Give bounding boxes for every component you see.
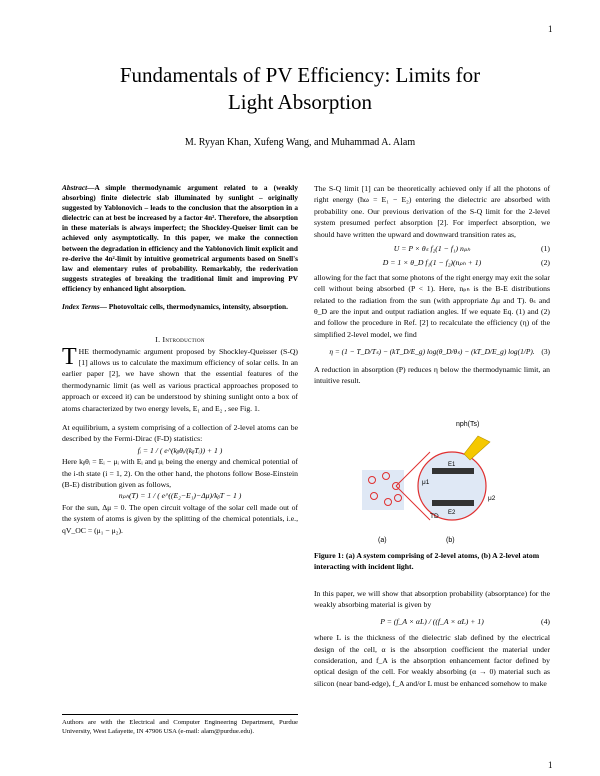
label-mu1: μ1 (422, 479, 430, 486)
index-terms-label: Index Terms (62, 302, 100, 312)
footnote: Authors are with the Electrical and Computer Engineering Department, Purdue University, West Lafayette, IN 47906 USA (e-mail: alam@purdue.edu). (62, 714, 298, 736)
equation-3-body: η = (1 − T_D/Tₛ) − (kT_D/E_g) log(θ_D/θₛ) − (kT_D/E_g) log(1/P). (329, 347, 535, 357)
drop-cap: T (62, 343, 77, 370)
equation-3 (314, 346, 550, 357)
intro-paragraph-1-text: HE thermodynamic argument proposed by Shockley-Queisser (S-Q) [1] allows us to calculate the maximum efficiency of solar cells. In an earlier paper [2], we have shown that the essential features of the thermodynamic limit (as well as various practical approaches proposed to approach or exceed it) can be understood by shining sunlight onto a box of atoms characterized by two energy levels, E₁ and E₂ , see Fig. 1. (62, 346, 298, 413)
equation-4 (314, 616, 550, 627)
equation-4-number: (4) (541, 616, 550, 626)
intro-paragraph-3: Here kᵦθᵢ = Eᵢ − μᵢ with Eᵢ and μᵢ being the energy and chemical potential of the i-th state (i = 1, 2). On the other hand, the photons follow Bose-Einstein (B-E) distribution given as follows, (62, 457, 298, 489)
section-heading: I. Introduction (155, 335, 205, 345)
right-paragraph-4: In this paper, we will show that absorption probability (absorptance) for the weakly absorbing material is given by (314, 589, 550, 610)
intro-paragraph-4: For the sun, Δμ = 0. The open circuit voltage of the solar cell made out of the system of atoms is given by the splitting of the chemical potentials, i.e., qV_OC = (μ₁ − μ₂). (62, 502, 298, 535)
title-line-1: Fundamentals of PV Efficiency: Limits for (119, 63, 481, 87)
label-nph: nph(Ts) (456, 421, 480, 428)
figure-1-caption: Figure 1: (a) A system comprising of 2-level atoms, (b) A 2-level atom interacting with incident light. (314, 551, 540, 571)
photon-arrow (464, 436, 490, 460)
abstract-label: Abstract (62, 183, 88, 192)
right-paragraph-2: allowing for the fact that some photons of the right energy may exit the solar cell without being absorbed (P < 1). Here, nₚₕ is the B-E distributions related to the radiation from the sun (with appropriate Δμ and T). θₛ and θ_D are the input and output radiation angles. If we equate Eq. (1) and (2) and follow the procedure in Ref. [2] to recalculate the efficiency (η) of the simplified 2-level model, we find (314, 272, 550, 339)
equation-bose-einstein: nₚₕ(T) = 1 / ( e^((E₂−E₁)−Δμ)/kᵦT − 1 ) (118, 491, 242, 501)
author-list: M. Ryyan Khan, Xufeng Wang, and Muhammad A. Alam (184, 137, 416, 148)
equation-2 (314, 257, 550, 268)
abstract (62, 183, 298, 294)
paper-title (60, 62, 540, 116)
label-sub-b: (b) (446, 537, 455, 544)
equation-2-body: D = 1 × θ_D f₁(1 − f₂)(nₚₕ + 1) (382, 258, 482, 268)
left-column (62, 183, 298, 536)
equation-4-body: P = (f_A × αL) / ((f_A × αL) + 1) (380, 616, 484, 626)
right-paragraph-5: where L is the thickness of the dielectric slab defined by the electrical design of the cell, α is the absorption coefficient the material under consideration, and f_A is the absorption enhancement factor defined by optical design of the cell. For weakly absorbing (α → 0) material such as silicon (near band-edge), f_A and/or L must be enhanced somehow to make (314, 633, 550, 688)
level-e1 (432, 468, 474, 474)
label-e2: E2 (448, 510, 456, 516)
label-e1: E1 (448, 462, 456, 468)
equation-1-body: U = P × θₛ f₂(1 − f₁) nₚₕ (393, 244, 471, 254)
equation-1-number: (1) (541, 244, 550, 254)
figure-1-diagram (360, 402, 510, 550)
title-line-2: Light Absorption (227, 90, 373, 114)
page-number-top: 1 (548, 24, 553, 34)
intro-paragraph-1 (62, 343, 298, 414)
page-number-bottom: 1 (548, 760, 553, 770)
index-terms (62, 302, 298, 312)
level-e2 (432, 500, 474, 506)
right-paragraph-1: The S-Q limit [1] can be theoretically achieved only if all the photons of right energy (ħω = E₁ − E₂) entering the dielectric are absorbed with probability one. Our previous derivation of the S-Q limit for the 2-level system presumed perfect absorption [2]. For imperfect absorption, we should have written the upward and downward transition rates as, (314, 184, 550, 239)
right-paragraph-3: A reduction in absorption (P) reduces η below the thermodynamic limit, an intuitive result. (314, 364, 550, 386)
equation-fermi-dirac: fᵢ = 1 / ( e^(kᵦθᵢ/(kᵦTᵢ)) + 1 ) (137, 445, 223, 455)
equation-3-number: (3) (541, 347, 550, 357)
index-terms-text: — Photovoltaic cells, thermodynamics, intensity, absorption. (99, 302, 288, 312)
label-mu2: μ2 (488, 495, 496, 502)
intro-paragraph-2: At equilibrium, a system comprising of a collection of 2-level atoms can be described by the Fermi-Dirac (F-D) statistics: (62, 422, 298, 444)
label-td: TD (430, 513, 439, 520)
figure-1 (360, 402, 510, 550)
right-column (314, 183, 550, 387)
equation-2-number: (2) (541, 258, 550, 268)
right-column-lower (314, 588, 550, 689)
label-sub-a: (a) (378, 537, 387, 544)
abstract-text: —A simple thermodynamic argument related to a (weakly absorbing) finite dielectric slab illuminated by sunlight – originally suggested by Yablonovich – leads to the conclusion that the absorption in a dielectric can at best be increased by a factor 4n². Therefore, the absorption in these materials is always imperfect; the Shockley-Queiser limit can be achieved only asymptotically. In this paper, we make the connection between the degradation in efficiency and the Yablonovich limit explicit and re-derive the 4n²-limit by intuitive geometrical arguments based on Snell's law and elementary rules of probability. Remarkably, the rederivation suggests strategies of breaking the traditional limit and improving PV efficiency by enhanced light absorption. (62, 183, 298, 293)
equation-1 (314, 243, 550, 254)
